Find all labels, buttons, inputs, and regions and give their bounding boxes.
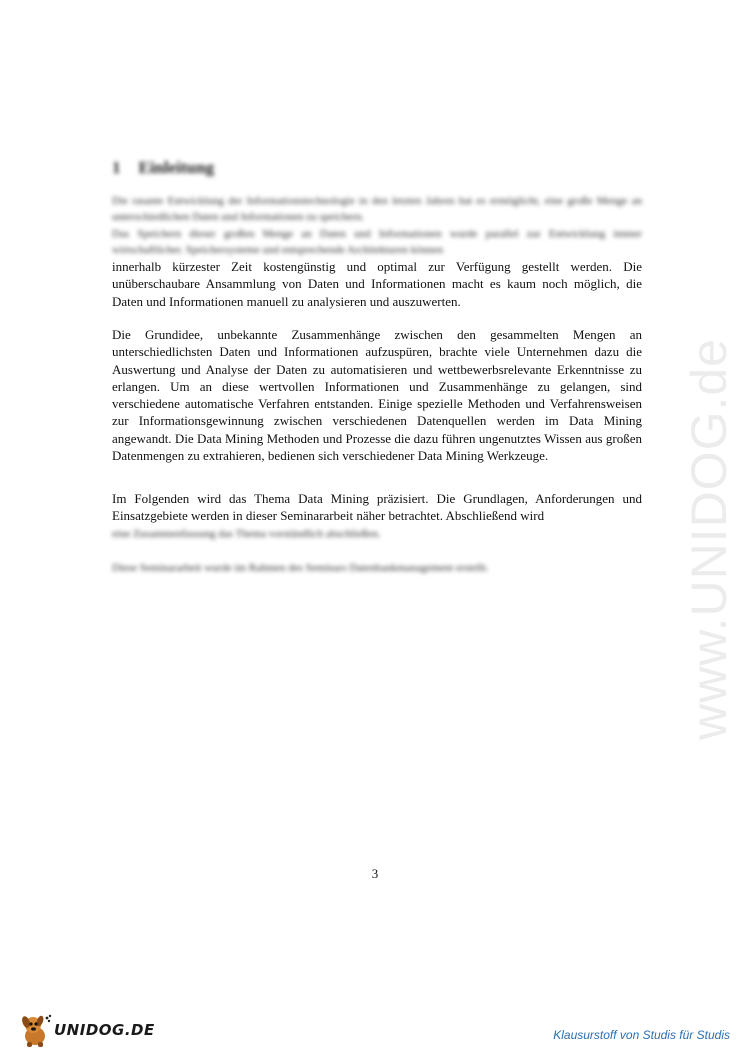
footer-tagline: Klausurstoff von Studis für Studis	[553, 1028, 730, 1042]
logo-text: UNIDOG.DE	[54, 1021, 155, 1039]
dog-mascot-icon	[18, 1012, 52, 1048]
section-heading	[112, 158, 214, 178]
page-number: 3	[371, 866, 379, 881]
body-paragraph-3: Im Folgenden wird das Thema Data Mining präzisiert. Die Grundlagen, Anforderungen und Einsatzgebiete werden in dieser Seminararbeit näher betrachtet. Abschließend wird	[112, 491, 642, 524]
section-title: Einleitung	[138, 158, 215, 177]
body-paragraph-2: Die Grundidee, unbekannte Zusammenhänge zwischen den gesammelten Mengen an unterschiedlichsten Daten und Informationen aufzuspüren, brachte viele Unternehmen dazu die Auswertung und Analyse der Daten zu automatisieren und wettbewerbsrelevante Erkenntnisse zu erlangen. Um an diese wertvollen Informationen und Zusammenhänge zu gelangen, sind verschiedene automatische Verfahren entstanden. Einige spezielle Methoden und Verfahrensweisen zur Informationsgewinnung zwischen verschiedenen Datenquellen werden im Data Mining angewandt. Die Data Mining Methoden und Prozesse die dazu führen ungenutztes Wissen aus großen Datenmengen zu extrahieren, bedienen sich verschiedener Data Mining Werkzeuge.	[112, 327, 642, 464]
blurred-paragraph-1: Die rasante Entwicklung der Informationstechnologie in den letzten Jahren hat es ermöglicht, eine große Menge an unterschiedlichen Daten und Informationen zu speichern.	[112, 195, 642, 223]
watermark: www.UNIDOG.de	[681, 338, 737, 740]
blurred-paragraph-4: Diese Seminararbeit wurde im Rahmen des Seminars Datenbankmanagement erstellt.	[112, 562, 489, 574]
unidog-logo[interactable]	[18, 1010, 155, 1050]
blurred-paragraph-3: eine Zusammenfassung das Thema vorständlich abschließen.	[112, 528, 381, 540]
blurred-paragraph-2: Das Speichern dieser großen Menge an Daten und Informationen wurde parallel zur Entwicklung immer wirtschaftlicher. Speichersysteme und entsprechende Architekturen können	[112, 228, 642, 256]
section-number: 1	[112, 158, 121, 177]
body-paragraph-1: innerhalb kürzester Zeit kostengünstig und optimal zur Verfügung gestellt werden. Die unüberschaubare Ansammlung von Daten und Informationen macht es kaum noch möglich, die Daten und Informationen manuell zu analysieren und auszuwerten.	[112, 259, 642, 309]
